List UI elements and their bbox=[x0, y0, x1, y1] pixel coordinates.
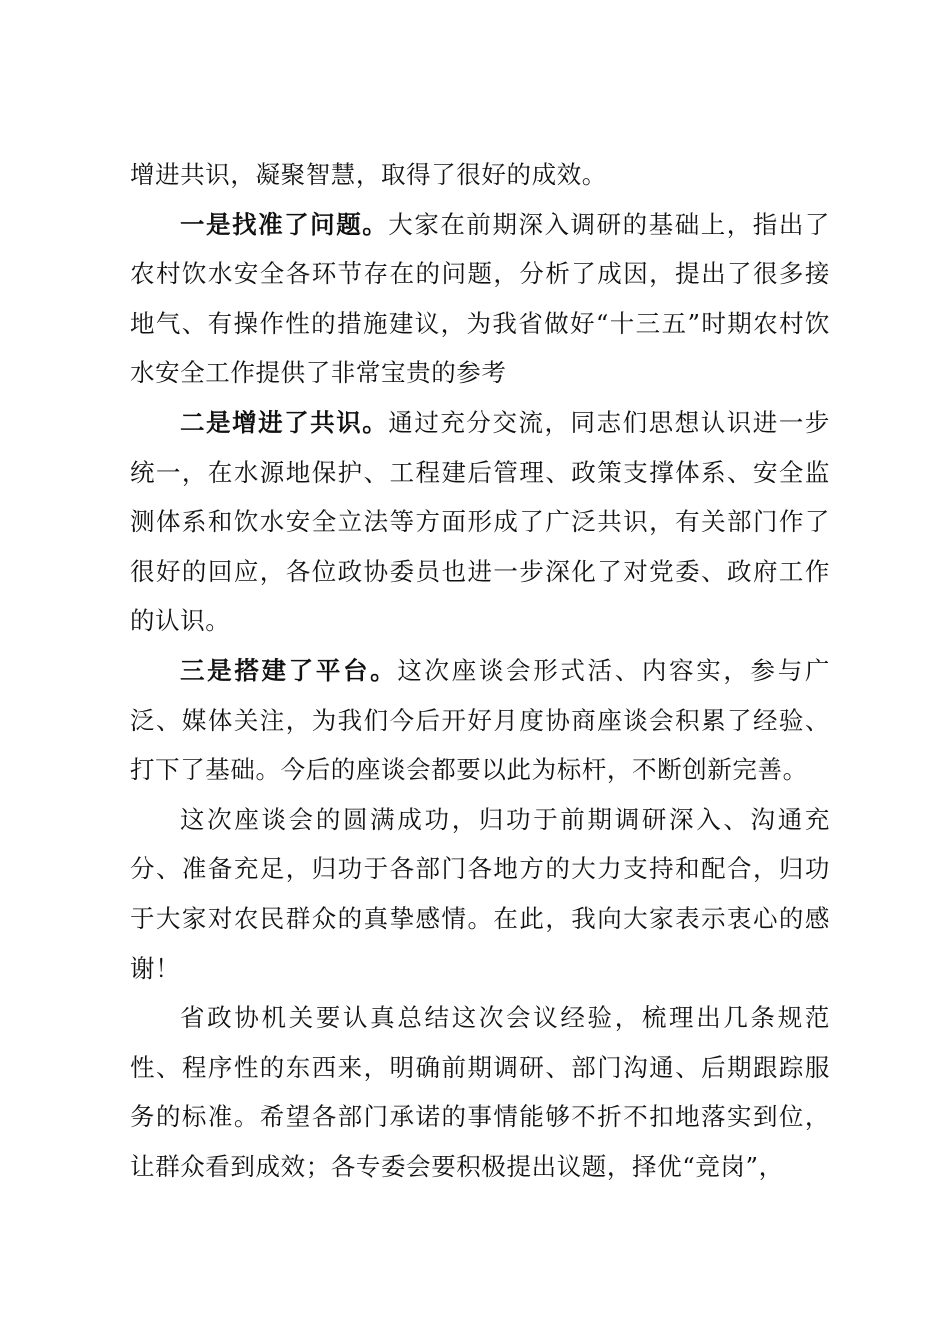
paragraph-lead: 二是增进了共识。 bbox=[180, 407, 389, 437]
paragraph-lead: 一是找准了问题。 bbox=[180, 209, 389, 239]
paragraph-point-one bbox=[130, 200, 830, 398]
paragraph-text: 增进共识，凝聚智慧，取得了很好的成效。 bbox=[130, 160, 607, 189]
paragraph-text: 大家在前期深入调研的基础上，指出了农村饮水安全各环节存在的问题，分析了成因，提出了很多接地气、有操作性的措施建议，为我省做好“十三五”时期农村饮水安全工作提供了非常宝贵的参考 bbox=[130, 209, 830, 388]
paragraph-requirements bbox=[130, 993, 830, 1191]
paragraph-continuation bbox=[130, 150, 830, 200]
paragraph-text: 这次座谈会的圆满成功，归功于前期调研深入、沟通充分、准备充足，归功于各部门各地方的大力支持和配合，归功于大家对农民群众的真挚感情。在此，我向大家表示衷心的感谢！ bbox=[130, 804, 830, 983]
paragraph-text: 这次座谈会形式活、内容实，参与广泛、媒体关注，为我们今后开好月度协商座谈会积累了经验、打下了基础。今后的座谈会都要以此为标杆，不断创新完善。 bbox=[130, 655, 830, 785]
document-body bbox=[130, 150, 830, 1191]
paragraph-lead: 三是搭建了平台。 bbox=[180, 655, 398, 685]
paragraph-point-two bbox=[130, 398, 830, 646]
paragraph-point-three bbox=[130, 646, 830, 795]
paragraph-text: 省政协机关要认真总结这次会议经验，梳理出几条规范性、程序性的东西来，明确前期调研、部门沟通、后期跟踪服务的标准。希望各部门承诺的事情能够不折不扣地落实到位，让群众看到成效；各专委会要积极提出议题，择优“竞岗”， bbox=[130, 1003, 830, 1181]
paragraph-text: 通过充分交流，同志们思想认识进一步统一，在水源地保护、工程建后管理、政策支撑体系、安全监测体系和饮水安全立法等方面形成了广泛共识，有关部门作了很好的回应，各位政协委员也进一步深化了对党委、政府工作的认识。 bbox=[130, 407, 830, 636]
paragraph-thanks bbox=[130, 795, 830, 993]
